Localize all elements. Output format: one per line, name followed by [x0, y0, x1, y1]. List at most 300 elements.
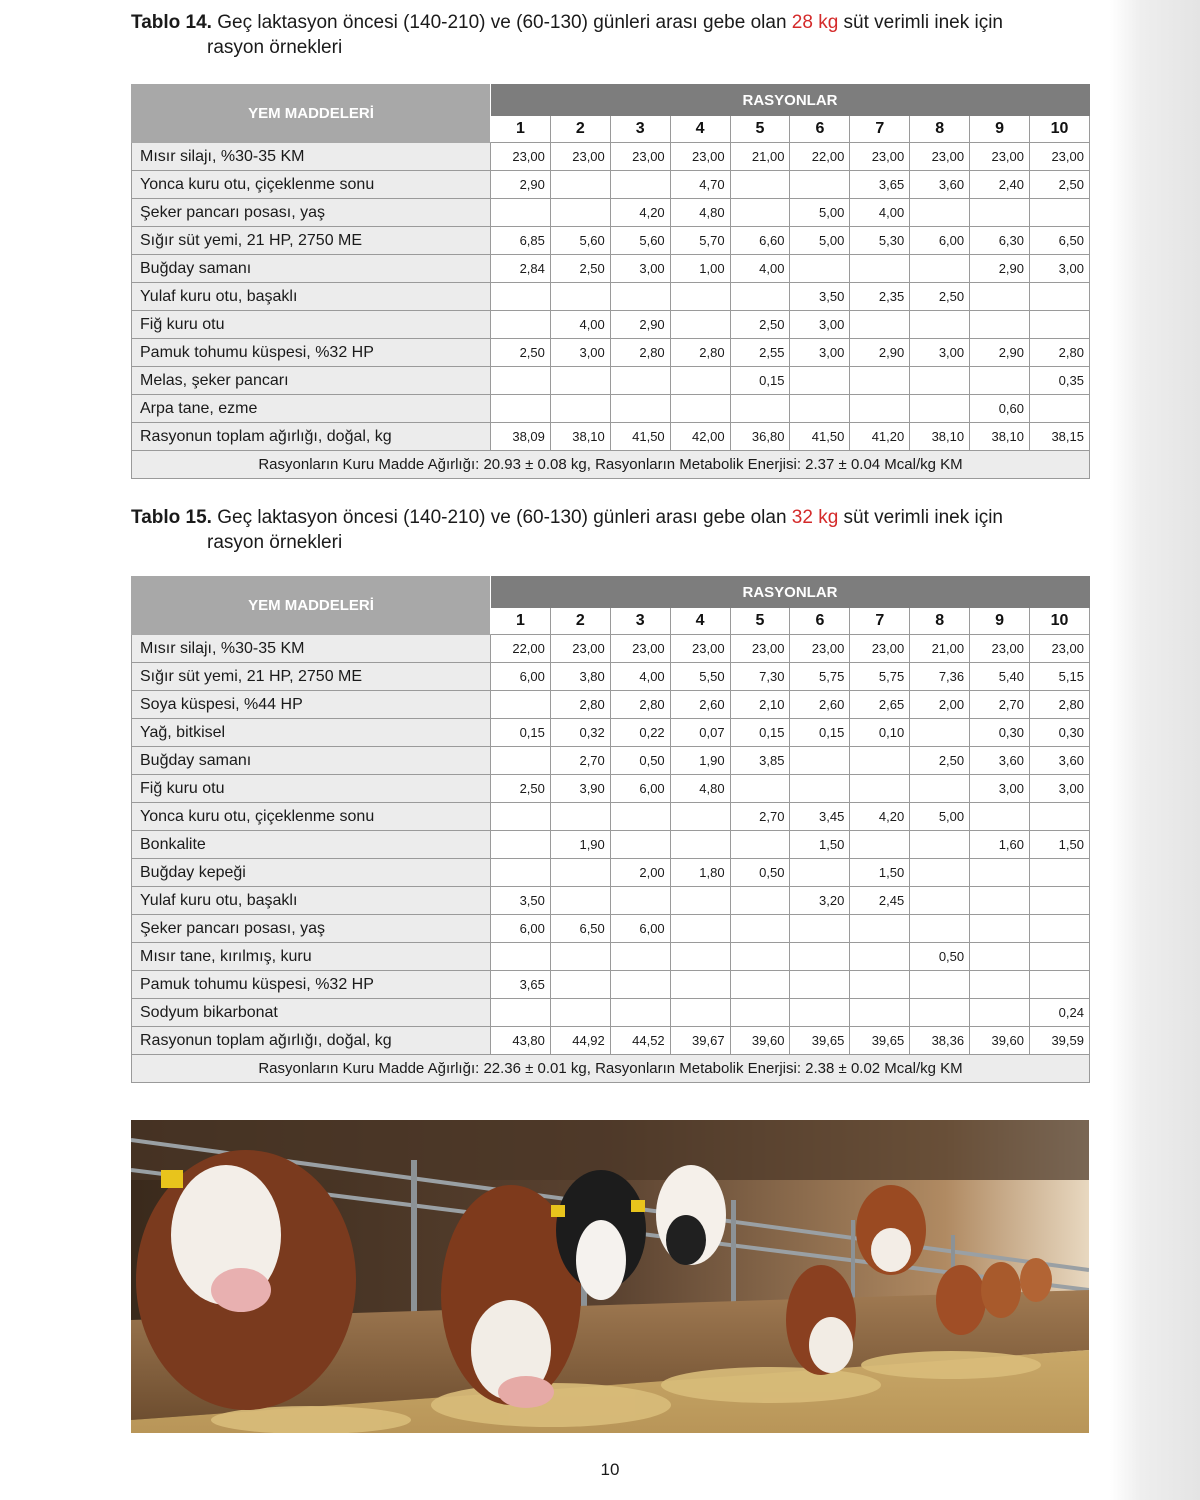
ration-value: 3,00 [970, 775, 1030, 803]
ration-value: 0,35 [1030, 367, 1090, 395]
ration-number-1: 1 [491, 116, 551, 143]
feed-name: Mısır silajı, %30-35 KM [132, 143, 491, 171]
ration-value [550, 943, 610, 971]
ration-value [1030, 803, 1090, 831]
ration-value: 23,00 [970, 635, 1030, 663]
feed-name: Buğday kepeği [132, 859, 491, 887]
ration-value [491, 747, 551, 775]
ration-value: 1,80 [670, 859, 730, 887]
ration-value: 2,90 [970, 339, 1030, 367]
ration-value [610, 887, 670, 915]
table-row [132, 199, 1090, 227]
ration-value [491, 395, 551, 423]
table-row [132, 227, 1090, 255]
table15-caption-line2: rasyon örnekleri [207, 532, 343, 553]
ration-value: 2,50 [910, 747, 970, 775]
ration-value: 0,50 [730, 859, 790, 887]
ration-value [491, 943, 551, 971]
ration-value: 3,00 [550, 339, 610, 367]
table-row [132, 171, 1090, 199]
ration-value [491, 831, 551, 859]
ration-value [790, 943, 850, 971]
header-rations: RASYONLAR [491, 577, 1090, 608]
feed-name: Pamuk tohumu küspesi, %32 HP [132, 971, 491, 999]
ration-value [730, 887, 790, 915]
ration-value: 38,09 [491, 423, 551, 451]
ration-value [850, 831, 910, 859]
ration-value: 7,36 [910, 663, 970, 691]
ration-value [910, 311, 970, 339]
ration-value [910, 831, 970, 859]
table14-footer: Rasyonların Kuru Madde Ağırlığı: 20.93 ± 0.08 kg, Rasyonların Metabolik Enerjisi: 2.37 ± 0.04 Mcal/kg KM [132, 451, 1090, 479]
ration-value: 23,00 [550, 635, 610, 663]
ration-value: 41,50 [610, 423, 670, 451]
ration-number-9: 9 [970, 608, 1030, 635]
ration-value: 2,50 [550, 255, 610, 283]
ration-value [1030, 915, 1090, 943]
ration-value [1030, 887, 1090, 915]
ration-value [730, 943, 790, 971]
ration-value [970, 311, 1030, 339]
table-row [132, 803, 1090, 831]
ration-value [550, 199, 610, 227]
ration-value [790, 367, 850, 395]
ration-number-5: 5 [730, 608, 790, 635]
ration-number-1: 1 [491, 608, 551, 635]
ration-value: 39,60 [730, 1027, 790, 1055]
ration-value [730, 395, 790, 423]
ration-value: 22,00 [491, 635, 551, 663]
ration-value [910, 887, 970, 915]
ration-number-2: 2 [550, 116, 610, 143]
ration-value [730, 971, 790, 999]
ration-value: 3,60 [970, 747, 1030, 775]
ration-value: 2,55 [730, 339, 790, 367]
ration-value: 36,80 [730, 423, 790, 451]
ration-value: 2,00 [610, 859, 670, 887]
ration-value: 2,90 [610, 311, 670, 339]
ration-value [730, 915, 790, 943]
ration-value: 2,40 [970, 171, 1030, 199]
ration-value [850, 999, 910, 1027]
ration-value [550, 999, 610, 1027]
ration-value: 6,00 [491, 915, 551, 943]
ration-value [1030, 311, 1090, 339]
ration-value: 0,15 [730, 719, 790, 747]
ration-value: 5,00 [790, 227, 850, 255]
ration-value [491, 311, 551, 339]
ration-value [850, 943, 910, 971]
ration-value [970, 999, 1030, 1027]
ration-value [850, 775, 910, 803]
ration-value: 23,00 [491, 143, 551, 171]
ration-value [910, 859, 970, 887]
ration-value [790, 395, 850, 423]
ration-value [610, 367, 670, 395]
ration-value [610, 943, 670, 971]
feed-name: Sığır süt yemi, 21 HP, 2750 ME [132, 663, 491, 691]
ration-value: 3,65 [491, 971, 551, 999]
ration-value: 2,00 [910, 691, 970, 719]
ration-value: 3,60 [1030, 747, 1090, 775]
ration-value [491, 803, 551, 831]
ration-value: 38,10 [910, 423, 970, 451]
ration-value [910, 395, 970, 423]
ration-value: 2,70 [730, 803, 790, 831]
ration-value: 0,15 [491, 719, 551, 747]
ration-value [550, 283, 610, 311]
ration-value [730, 283, 790, 311]
ration-value [850, 747, 910, 775]
ration-value: 6,50 [550, 915, 610, 943]
ration-value [670, 999, 730, 1027]
ration-value: 0,32 [550, 719, 610, 747]
ration-value: 2,80 [610, 339, 670, 367]
ration-value [670, 887, 730, 915]
ration-value [670, 311, 730, 339]
ration-value: 3,50 [790, 283, 850, 311]
ration-value [850, 255, 910, 283]
ration-value: 2,65 [850, 691, 910, 719]
ration-value [970, 887, 1030, 915]
ration-number-9: 9 [970, 116, 1030, 143]
table15-caption-post: süt verimli inek için [838, 507, 1003, 528]
table14-caption [131, 10, 1088, 60]
ration-value [1030, 199, 1090, 227]
ration-number-7: 7 [850, 116, 910, 143]
ration-value [491, 859, 551, 887]
feed-name: Sodyum bikarbonat [132, 999, 491, 1027]
table-row [132, 999, 1090, 1027]
ration-value: 0,50 [910, 943, 970, 971]
ration-value: 3,20 [790, 887, 850, 915]
ration-number-4: 4 [670, 116, 730, 143]
page-number: 10 [600, 1460, 620, 1479]
table-row [132, 859, 1090, 887]
ration-value: 3,00 [790, 311, 850, 339]
ration-value [550, 367, 610, 395]
ration-value: 2,60 [670, 691, 730, 719]
ration-value: 4,80 [670, 199, 730, 227]
table-row [132, 663, 1090, 691]
feed-name: Şeker pancarı posası, yaş [132, 915, 491, 943]
header-feed: YEM MADDELERİ [132, 85, 491, 143]
ration-value: 6,00 [491, 663, 551, 691]
ration-value [970, 803, 1030, 831]
feed-name: Mısır tane, kırılmış, kuru [132, 943, 491, 971]
table-row [132, 691, 1090, 719]
ration-value: 38,10 [970, 423, 1030, 451]
ration-value: 2,80 [1030, 339, 1090, 367]
ration-value: 23,00 [1030, 635, 1090, 663]
ration-value: 41,20 [850, 423, 910, 451]
ration-value: 4,80 [670, 775, 730, 803]
ration-value: 3,60 [910, 171, 970, 199]
ration-value [1030, 943, 1090, 971]
ration-value: 5,40 [970, 663, 1030, 691]
ration-value: 44,92 [550, 1027, 610, 1055]
ration-value [610, 831, 670, 859]
ration-value [491, 199, 551, 227]
ration-value: 38,36 [910, 1027, 970, 1055]
ration-number-6: 6 [790, 608, 850, 635]
ration-value [670, 367, 730, 395]
ration-number-4: 4 [670, 608, 730, 635]
ration-value: 2,90 [850, 339, 910, 367]
table15-label: Tablo 15. [131, 507, 212, 528]
table-row [132, 255, 1090, 283]
table-row [132, 775, 1090, 803]
ration-value [730, 199, 790, 227]
ration-value: 0,50 [610, 747, 670, 775]
feed-name: Yulaf kuru otu, başaklı [132, 283, 491, 311]
ration-value: 6,85 [491, 227, 551, 255]
ration-value: 3,00 [1030, 775, 1090, 803]
ration-value: 22,00 [790, 143, 850, 171]
ration-value: 3,00 [910, 339, 970, 367]
feed-name: Yulaf kuru otu, başaklı [132, 887, 491, 915]
ration-value [970, 199, 1030, 227]
table-row [132, 339, 1090, 367]
table-row [132, 1027, 1090, 1055]
ration-value: 2,84 [491, 255, 551, 283]
ration-value: 6,30 [970, 227, 1030, 255]
ration-value: 5,60 [550, 227, 610, 255]
ration-value: 2,50 [1030, 171, 1090, 199]
feed-name: Soya küspesi, %44 HP [132, 691, 491, 719]
ration-value: 4,00 [730, 255, 790, 283]
ration-value: 39,67 [670, 1027, 730, 1055]
table-row [132, 971, 1090, 999]
ration-value [1030, 283, 1090, 311]
ration-value [730, 999, 790, 1027]
cows-feeding-photo [131, 1120, 1089, 1433]
ration-value: 39,65 [850, 1027, 910, 1055]
ration-value: 2,70 [970, 691, 1030, 719]
ration-value: 2,50 [730, 311, 790, 339]
ration-value: 5,00 [910, 803, 970, 831]
ration-value [790, 915, 850, 943]
ration-value [910, 367, 970, 395]
ration-number-7: 7 [850, 608, 910, 635]
ration-value: 0,30 [1030, 719, 1090, 747]
ration-value [790, 971, 850, 999]
ration-value [610, 971, 670, 999]
ration-value: 38,15 [1030, 423, 1090, 451]
table15 [131, 576, 1090, 1083]
ration-value [850, 395, 910, 423]
ration-value: 39,60 [970, 1027, 1030, 1055]
ration-value [970, 859, 1030, 887]
ration-value [730, 775, 790, 803]
ration-value: 0,10 [850, 719, 910, 747]
table-row [132, 915, 1090, 943]
ration-value: 23,00 [850, 143, 910, 171]
ration-value: 0,07 [670, 719, 730, 747]
ration-value: 2,10 [730, 691, 790, 719]
ration-value [670, 915, 730, 943]
ration-value: 39,65 [790, 1027, 850, 1055]
ration-value [970, 915, 1030, 943]
ration-value: 2,80 [1030, 691, 1090, 719]
ration-value [491, 367, 551, 395]
ration-value: 5,00 [790, 199, 850, 227]
ration-value [910, 719, 970, 747]
ration-number-5: 5 [730, 116, 790, 143]
ration-number-6: 6 [790, 116, 850, 143]
ration-value: 21,00 [730, 143, 790, 171]
ration-value: 43,80 [491, 1027, 551, 1055]
table14-caption-highlight: 28 kg [791, 12, 839, 33]
ration-value [550, 859, 610, 887]
ration-value [610, 999, 670, 1027]
ration-value [910, 775, 970, 803]
ration-value: 2,90 [970, 255, 1030, 283]
table15-footer: Rasyonların Kuru Madde Ağırlığı: 22.36 ± 0.01 kg, Rasyonların Metabolik Enerjisi: 2.38 ± 0.02 Mcal/kg KM [132, 1055, 1090, 1083]
feed-name: Arpa tane, ezme [132, 395, 491, 423]
ration-value [491, 691, 551, 719]
table-row [132, 887, 1090, 915]
feed-name: Sığır süt yemi, 21 HP, 2750 ME [132, 227, 491, 255]
ration-value: 0,24 [1030, 999, 1090, 1027]
ration-number-2: 2 [550, 608, 610, 635]
ration-value [910, 915, 970, 943]
ration-value [730, 831, 790, 859]
ration-value [910, 199, 970, 227]
ration-value: 1,00 [670, 255, 730, 283]
ration-value: 0,15 [730, 367, 790, 395]
ration-value [790, 859, 850, 887]
ration-value: 3,00 [610, 255, 670, 283]
ration-value [1030, 859, 1090, 887]
ration-value [730, 171, 790, 199]
ration-value: 42,00 [670, 423, 730, 451]
ration-value [790, 999, 850, 1027]
ration-value: 2,90 [491, 171, 551, 199]
ration-value: 4,00 [610, 663, 670, 691]
ration-value [550, 971, 610, 999]
ration-number-8: 8 [910, 116, 970, 143]
ration-value: 5,60 [610, 227, 670, 255]
ration-value: 1,90 [550, 831, 610, 859]
feed-name: Yonca kuru otu, çiçeklenme sonu [132, 803, 491, 831]
ration-value: 1,60 [970, 831, 1030, 859]
ration-value: 1,50 [790, 831, 850, 859]
ration-value: 3,90 [550, 775, 610, 803]
table-row [132, 719, 1090, 747]
ration-number-8: 8 [910, 608, 970, 635]
ration-value: 23,00 [970, 143, 1030, 171]
ration-value: 2,50 [491, 339, 551, 367]
ration-value: 23,00 [610, 143, 670, 171]
ration-value: 23,00 [910, 143, 970, 171]
feed-name: Yonca kuru otu, çiçeklenme sonu [132, 171, 491, 199]
table14-caption-pre: Geç laktasyon öncesi (140-210) ve (60-130) günleri arası gebe olan [211, 12, 792, 33]
ration-value [491, 283, 551, 311]
ration-value [970, 943, 1030, 971]
ration-value [610, 283, 670, 311]
ration-value: 2,45 [850, 887, 910, 915]
ration-value [790, 747, 850, 775]
ration-value [610, 395, 670, 423]
feed-name: Rasyonun toplam ağırlığı, doğal, kg [132, 423, 491, 451]
ration-value: 23,00 [730, 635, 790, 663]
ration-value [970, 367, 1030, 395]
ration-value: 3,45 [790, 803, 850, 831]
ration-value [1030, 395, 1090, 423]
table14 [131, 84, 1090, 479]
ration-value [910, 255, 970, 283]
table-row [132, 943, 1090, 971]
ration-value [670, 971, 730, 999]
feed-name: Yağ, bitkisel [132, 719, 491, 747]
table-row [132, 395, 1090, 423]
ration-value [850, 915, 910, 943]
ration-value [670, 943, 730, 971]
feed-name: Fiğ kuru otu [132, 775, 491, 803]
feed-name: Bonkalite [132, 831, 491, 859]
feed-name: Buğday samanı [132, 747, 491, 775]
ration-number-10: 10 [1030, 608, 1090, 635]
ration-value: 38,10 [550, 423, 610, 451]
ration-value: 44,52 [610, 1027, 670, 1055]
table15-caption [131, 505, 1088, 555]
feed-name: Şeker pancarı posası, yaş [132, 199, 491, 227]
ration-value [670, 803, 730, 831]
feed-name: Melas, şeker pancarı [132, 367, 491, 395]
feed-name: Fiğ kuru otu [132, 311, 491, 339]
ration-value: 2,60 [790, 691, 850, 719]
ration-value: 2,35 [850, 283, 910, 311]
ration-value [670, 395, 730, 423]
table15-caption-pre: Geç laktasyon öncesi (140-210) ve (60-130) günleri arası gebe olan [211, 507, 792, 528]
ration-value: 2,50 [491, 775, 551, 803]
ration-value: 2,80 [550, 691, 610, 719]
ration-value: 2,80 [610, 691, 670, 719]
ration-value: 2,70 [550, 747, 610, 775]
ration-value: 41,50 [790, 423, 850, 451]
ration-value [850, 311, 910, 339]
feed-name: Rasyonun toplam ağırlığı, doğal, kg [132, 1027, 491, 1055]
ration-number-10: 10 [1030, 116, 1090, 143]
ration-value [790, 255, 850, 283]
ration-value: 6,00 [910, 227, 970, 255]
ration-value: 3,00 [790, 339, 850, 367]
ration-value [550, 395, 610, 423]
ration-number-3: 3 [610, 116, 670, 143]
ration-value [550, 171, 610, 199]
ration-value: 5,30 [850, 227, 910, 255]
ration-value [610, 803, 670, 831]
ration-value: 1,90 [670, 747, 730, 775]
ration-value: 1,50 [1030, 831, 1090, 859]
ration-value: 23,00 [670, 635, 730, 663]
ration-value: 5,75 [790, 663, 850, 691]
ration-value: 2,80 [670, 339, 730, 367]
ration-value [550, 887, 610, 915]
table-row [132, 311, 1090, 339]
ration-value: 4,00 [850, 199, 910, 227]
ration-value: 3,65 [850, 171, 910, 199]
feed-name: Pamuk tohumu küspesi, %32 HP [132, 339, 491, 367]
ration-value [550, 803, 610, 831]
ration-value [850, 367, 910, 395]
ration-value [1030, 971, 1090, 999]
table14-caption-line2: rasyon örnekleri [207, 37, 343, 58]
ration-value: 21,00 [910, 635, 970, 663]
table-row [132, 635, 1090, 663]
header-feed: YEM MADDELERİ [132, 577, 491, 635]
